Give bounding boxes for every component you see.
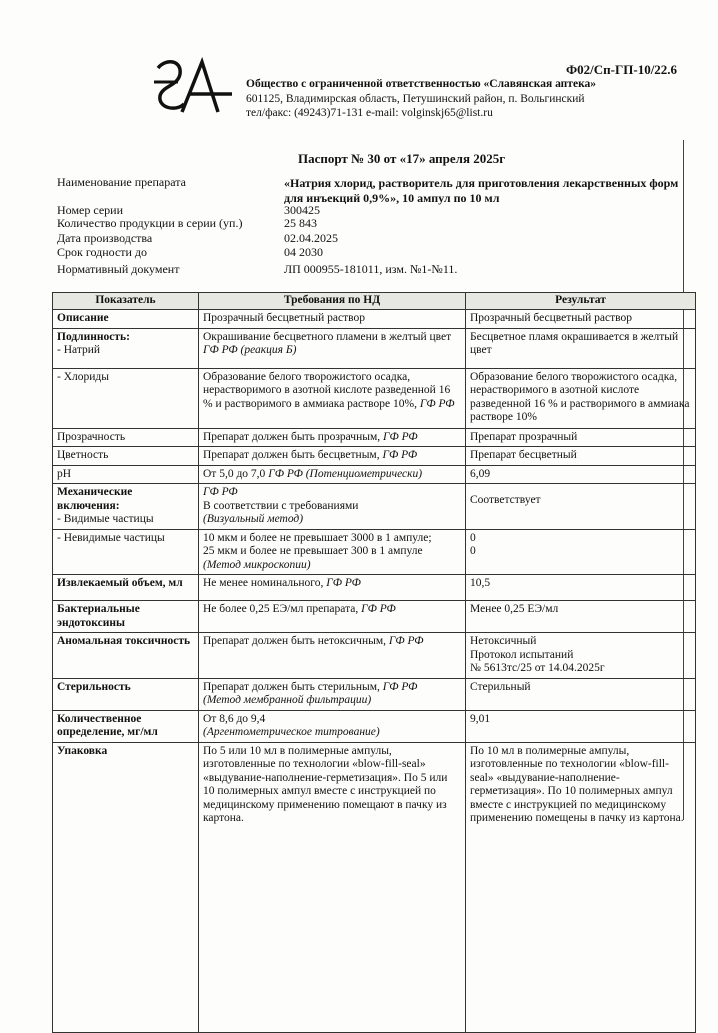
- row-name-endotoxins: [53, 601, 199, 633]
- row-name-transparency: Прозрачность: [53, 428, 199, 447]
- passport-title: Паспорт № 30 от «17» апреля 2025г: [298, 151, 506, 166]
- identity-sodium-label: - Натрий: [57, 344, 101, 356]
- invisible-req-method: (Метод микроскопии): [203, 558, 311, 571]
- table-header-row: [53, 293, 696, 310]
- row-res-endotoxins: Менее 0,25 ЕЭ/мл: [466, 601, 696, 633]
- drug-name-value: «Натрия хлорид, растворитель для приготовления лекарственных форм для инъекций 0,9%», 10 ампул по 10 мл: [284, 176, 679, 205]
- drug-name-label: Наименование препарата: [57, 175, 186, 189]
- row-res-quantity: 9,01: [466, 710, 696, 742]
- normative-doc-label: Нормативный документ: [57, 262, 180, 276]
- production-date-value: 02.04.2025: [284, 231, 338, 245]
- row-name-volume: Извлекаемый объем, мл: [53, 575, 199, 601]
- org-contacts: тел/факс: (49243)71-131 e-mail: volginskj65@list.ru: [246, 107, 493, 119]
- table-row: [53, 368, 696, 428]
- row-res-chlorides: Образование белого творожистого осадка, нерастворимого в азотной кислоте разведенной 16 % и растворимого в аммиака растворе 10%: [466, 368, 696, 428]
- row-name-description: Описание: [53, 310, 199, 329]
- endotoxins-req-ref: ГФ РФ: [361, 603, 396, 615]
- invisible-res-2: 0: [470, 545, 476, 557]
- transparency-req-text: Препарат должен быть прозрачным,: [203, 430, 381, 443]
- sterility-req-ref: ГФ РФ: [382, 680, 418, 693]
- row-res-ph: 6,09: [466, 465, 696, 484]
- toxicity-req-ref: ГФ РФ: [388, 635, 424, 647]
- invisible-req-line-1: 10 мкм и более не превышает 3000 в 1 ампуле;: [203, 531, 432, 544]
- row-name-ph: pH: [53, 465, 199, 484]
- row-req-sterility: [199, 678, 466, 710]
- table-row: [53, 447, 696, 466]
- endotoxins-label-1: Бактериальные: [57, 603, 140, 615]
- org-name: Общество с ограниченной ответственностью «Славянская аптека»: [246, 78, 597, 90]
- volume-req-ref: ГФ РФ: [326, 577, 361, 589]
- quantity-label-2: определение, мг/мл: [57, 726, 158, 738]
- quantity-req-text: От 8,6 до 9,4: [203, 712, 266, 725]
- row-res-volume: 10,5: [466, 575, 696, 601]
- row-res-sterility: Стерильный: [466, 678, 696, 710]
- row-req-invisible: [199, 529, 466, 575]
- row-req-transparency: [199, 428, 466, 447]
- expiry-value: 04 2030: [284, 245, 323, 259]
- quantity-label-1: Количественное: [57, 712, 142, 725]
- color-req-ref: ГФ РФ: [382, 449, 418, 461]
- table-row: [53, 310, 696, 329]
- header-requirements: Требования по НД: [199, 293, 466, 310]
- row-name-sterility: Стерильность: [53, 678, 199, 710]
- table-row: [53, 428, 696, 447]
- row-name-toxicity: Аномальная токсичность: [53, 633, 199, 679]
- mechanical-req-text: В соответствии с требованиями: [203, 499, 359, 512]
- ph-req-text: От 5,0 до 7,0: [203, 467, 266, 480]
- row-name-quantity: [53, 710, 199, 742]
- endotoxins-req-text: Не более 0,25 ЕЭ/мл препарата,: [203, 603, 359, 615]
- table-row: [53, 742, 696, 1032]
- series-value: 300425: [284, 203, 320, 217]
- table-row: [53, 529, 696, 575]
- row-req-packaging: По 5 или 10 мл в полимерные ампулы, изготовленные по технологии «blow-fill-seal» «выдувание-наполнение-герметизация». По 5 или 10 полимерных ампул вместе с инструкцией по медицинскому применению помещают в пачку из картона.: [199, 742, 466, 1032]
- row-name-color: Цветность: [53, 447, 199, 466]
- mechanical-res-text: Соответствует: [470, 494, 541, 506]
- row-res-packaging: По 10 мл в полимерные ампулы, изготовленные по технологии «blow-fill-seal» «выдувание-наполнение-герметизация». По 10 полимерных ампул вместе с инструкцией по медицинскому применению помещены в пачку из картона.: [466, 742, 696, 1032]
- row-name-chlorides: - Хлориды: [53, 368, 199, 428]
- table-row: [53, 710, 696, 742]
- quantity-value: 25 843: [284, 216, 317, 230]
- toxicity-res-2: Протокол испытаний: [470, 648, 574, 661]
- row-req-chlorides: [199, 368, 466, 428]
- mechanical-req-method: (Визуальный метод): [203, 513, 304, 525]
- header-result: Результат: [466, 293, 696, 310]
- identity-req-ref: ГФ РФ (реакция Б): [203, 344, 297, 356]
- volume-req-text: Не менее номинального,: [203, 577, 324, 589]
- table-row: [53, 465, 696, 484]
- row-res-description: Прозрачный бесцветный раствор: [466, 310, 696, 329]
- endotoxins-label-2: эндотоксины: [57, 616, 125, 629]
- row-req-description: Прозрачный бесцветный раствор: [199, 310, 466, 329]
- row-res-identity: Бесцветное пламя окрашивается в желтый цвет: [466, 328, 696, 368]
- header-indicator: Показатель: [53, 293, 199, 310]
- quantity-req-method: (Аргентометрическое титрование): [203, 726, 380, 738]
- mechanical-req-ref: ГФ РФ: [203, 486, 238, 498]
- invisible-req-line-2: 25 мкм и более не превышает 300 в 1 ампуле: [203, 545, 423, 557]
- mechanical-label-1: Механические: [57, 486, 133, 498]
- sterility-req-method: (Метод мембранной фильтрации): [203, 694, 372, 706]
- toxicity-res-1: Нетоксичный: [470, 635, 537, 647]
- row-res-transparency: Препарат прозрачный: [466, 428, 696, 447]
- row-name-mechanical: [53, 484, 199, 530]
- production-date-label: Дата производства: [57, 231, 153, 245]
- row-req-toxicity: [199, 633, 466, 679]
- toxicity-res-3: № 5613тс/25 от 14.04.2025г: [470, 662, 605, 674]
- visible-particles-label: - Видимые частицы: [57, 513, 154, 525]
- logo-icon: [148, 56, 234, 116]
- table-row: [53, 678, 696, 710]
- transparency-req-ref: ГФ РФ: [383, 430, 418, 443]
- row-req-mechanical: [199, 484, 466, 530]
- chlorides-req-ref: ГФ РФ: [419, 397, 455, 410]
- row-res-invisible: [466, 529, 696, 575]
- row-req-ph: [199, 465, 466, 484]
- identity-label: Подлинность:: [57, 330, 130, 343]
- series-label: Номер серии: [57, 203, 123, 217]
- row-res-color: Препарат бесцветный: [466, 447, 696, 466]
- normative-doc-value: ЛП 000955-181011, изм. №1-№11.: [284, 262, 458, 276]
- row-res-mechanical: [466, 484, 696, 530]
- row-name-invisible: - Невидимые частицы: [53, 529, 199, 575]
- expiry-label: Срок годности до: [57, 245, 148, 259]
- chlorides-req-text: Образование белого творожистого осадка, нерастворимого в азотной кислоте разведенной 16 % и растворимого в аммиака растворе 10%,: [203, 370, 451, 410]
- row-res-toxicity: [466, 633, 696, 679]
- color-req-text: Препарат должен быть бесцветным,: [203, 449, 380, 461]
- row-req-endotoxins: [199, 601, 466, 633]
- row-req-identity: [199, 328, 466, 368]
- table-row: [53, 575, 696, 601]
- org-address: 601125, Владимирская область, Петушинский район, п. Вольгинский: [246, 93, 585, 105]
- quantity-label: Количество продукции в серии (уп.): [57, 216, 243, 230]
- row-name-identity: [53, 328, 199, 368]
- mechanical-label-2: включения:: [57, 499, 120, 512]
- row-req-quantity: [199, 710, 466, 742]
- row-req-color: [199, 447, 466, 466]
- table-row: [53, 633, 696, 679]
- ph-req-ref: ГФ РФ (Потенциометрически): [268, 467, 423, 480]
- row-req-volume: [199, 575, 466, 601]
- specification-table: [52, 292, 696, 1033]
- table-row: [53, 328, 696, 368]
- toxicity-req-text: Препарат должен быть нетоксичным,: [203, 635, 386, 647]
- document-code: Ф02/Сп-ГП-10/22.6: [566, 62, 678, 77]
- sterility-req-text: Препарат должен быть стерильным,: [203, 680, 380, 693]
- identity-req-text: Окрашивание бесцветного пламени в желтый цвет: [203, 330, 452, 343]
- table-row: [53, 484, 696, 530]
- table-row: [53, 601, 696, 633]
- row-name-packaging: Упаковка: [53, 742, 199, 1032]
- invisible-res-1: 0: [470, 531, 476, 544]
